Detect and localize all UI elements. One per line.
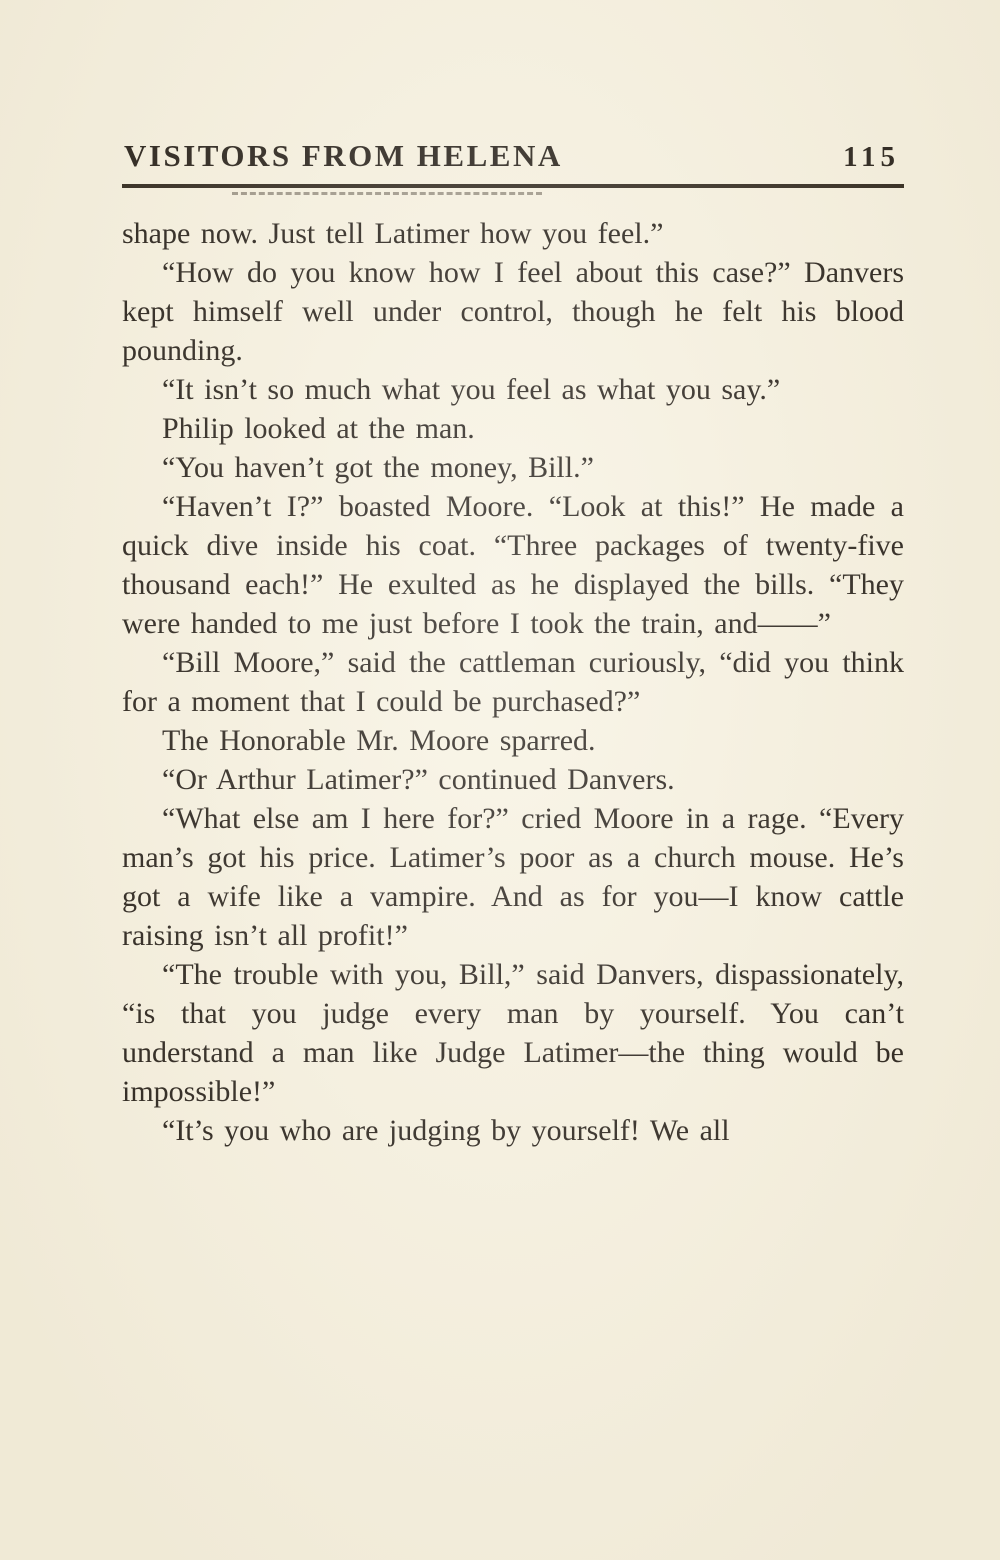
paragraph: Philip looked at the man. — [162, 412, 475, 445]
paragraph: “The trouble with you, Bill,” said Danvers, dispassionately, “is that you judge every man by yourself. You can’t understand a man like Judge Latimer—the thing would be impossible!” — [122, 958, 904, 1108]
paragraph: “You haven’t got the money, Bill.” — [162, 451, 594, 484]
running-head-title: VISITORS FROM HELENA — [124, 138, 563, 173]
paragraph: “It’s you who are judging by yourself! We all — [162, 1114, 730, 1147]
page-header — [122, 138, 904, 188]
paragraph: “What else am I here for?” cried Moore in a rage. “Every man’s got his price. Latimer’s poor as a church mouse. He’s got a wife like a vampire. And as for you—I know cattle raising isn’t all profit!” — [122, 802, 904, 952]
paragraph: The Honorable Mr. Moore sparred. — [162, 724, 596, 757]
page-number: 115 — [843, 141, 900, 173]
body-text — [122, 214, 904, 1150]
paragraph: “It isn’t so much what you feel as what you say.” — [162, 373, 781, 406]
paragraph: shape now. Just tell Latimer how you feel.” — [122, 217, 664, 250]
paragraph: “How do you know how I feel about this case?” Danvers kept himself well under control, though he felt his blood pounding. — [122, 256, 904, 367]
paragraph: “Haven’t I?” boasted Moore. “Look at this!” He made a quick dive inside his coat. “Three packages of twenty-five thousand each!” He exulted as he displayed the bills. “They were handed to me just before I took the train, and——” — [122, 490, 904, 640]
paragraph: “Bill Moore,” said the cattleman curiously, “did you think for a moment that I could be purchased?” — [122, 646, 904, 718]
header-rule-remnant — [232, 192, 542, 195]
paragraph: “Or Arthur Latimer?” continued Danvers. — [162, 763, 675, 796]
